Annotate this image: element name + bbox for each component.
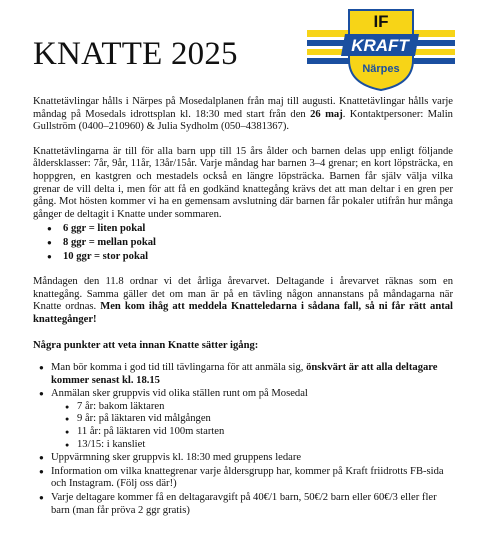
group-locations [51,401,453,451]
svg-text:KRAFT: KRAFT [351,36,409,55]
point-signup-groups: ● Anmälan sker gruppvis vid olika ställen runt om på Mosedal ● 7 år: bakom läktaren ● 9 år: på läktaren vid målgången ● 11 år: på läktaren vid 100m starten ● 13/15: i kansliet [51,388,453,451]
point-warmup: ● Uppvärmning sker gruppvis kl. 18:30 med gruppens ledare [51,452,453,465]
document-body [33,96,453,518]
description-paragraph: Knattetävlingarna är till för alla barn upp till 15 års ålder och barnen delas upp enligt följande åldersklasser: 7år, 9år, 11år, 13år/15år. Varje måndag har barnen 3–4 grenar; en kort löpsträcka, en hoppgren, en kastgren och mestadels också en längre löpsträcka. Barnen får själv välja vilka grenar de vill delta i, men för att få en godkänd knattegång krävs det att man deltar i en gren per gång. Mot hösten kommer vi ha en gemensam avslutning där barnen får pokaler utifrån hur många gånger de deltagit i Knatte under sommaren. [33,145,453,220]
group-location: ● 13/15: i kansliet [77,439,453,452]
point-information: ● Information om vilka knattegrenar varje åldersgrupp har, kommer på Kraft friidrotts FB-sida och Instagram. (Följ oss där!) [51,466,453,491]
arevarvet-paragraph: Måndagen den 11.8 ordnar vi det årliga årevarvet. Deltagande i årevarvet räknas som en knattegång. Samma gäller det om man är på en tävling någon annanstans på måndagarna när Knatte ordnas. Men kom ihåg att meddela Knatteledarna i sådana fall, så ni får rätt antal knattegånger! [33,276,453,325]
svg-text:Närpes: Närpes [362,63,400,75]
group-location: ● 7 år: bakom läktaren [77,401,453,414]
prize-item: ● 10 ggr = stor pokal [63,251,453,264]
start-date: 26 maj [310,108,343,120]
point-registration: ● Man bör komma i god tid till tävlingarna för att anmäla sig, önskvärt är att alla deltagare kommer senast kl. 18.15 [51,362,453,387]
prize-item: ● 6 ggr = liten pokal [63,223,453,236]
prize-list [33,223,453,263]
points-list [33,362,453,517]
if-kraft-narpes-logo [307,4,455,92]
point-fee: ● Varje deltagare kommer få en deltagaravgift på 40€/1 barn, 50€/2 barn eller 60€/3 eller fler barn (man får pröva 2 ggr gratis) [51,492,453,517]
points-heading: Några punkter att veta innan Knatte sätter igång: [33,339,259,351]
group-location: ● 11 år: på läktaren vid 100m starten [77,426,453,439]
page-title: KNATTE 2025 [33,36,238,72]
intro-paragraph: Knattetävlingar hålls i Närpes på Mosedalplanen från maj till augusti. Knattetävlingar hålls varje måndag på Mosedals idrottsplan kl. 18:30 med start från den 26 maj. Kontaktpersoner: Malin Gullström (0400–210960) & Julia Sydholm (050–4381367). [33,96,453,133]
group-location: ● 9 år: på läktaren vid målgången [77,413,453,426]
svg-text:IF: IF [373,12,389,31]
prize-item: ● 8 ggr = mellan pokal [63,237,453,250]
